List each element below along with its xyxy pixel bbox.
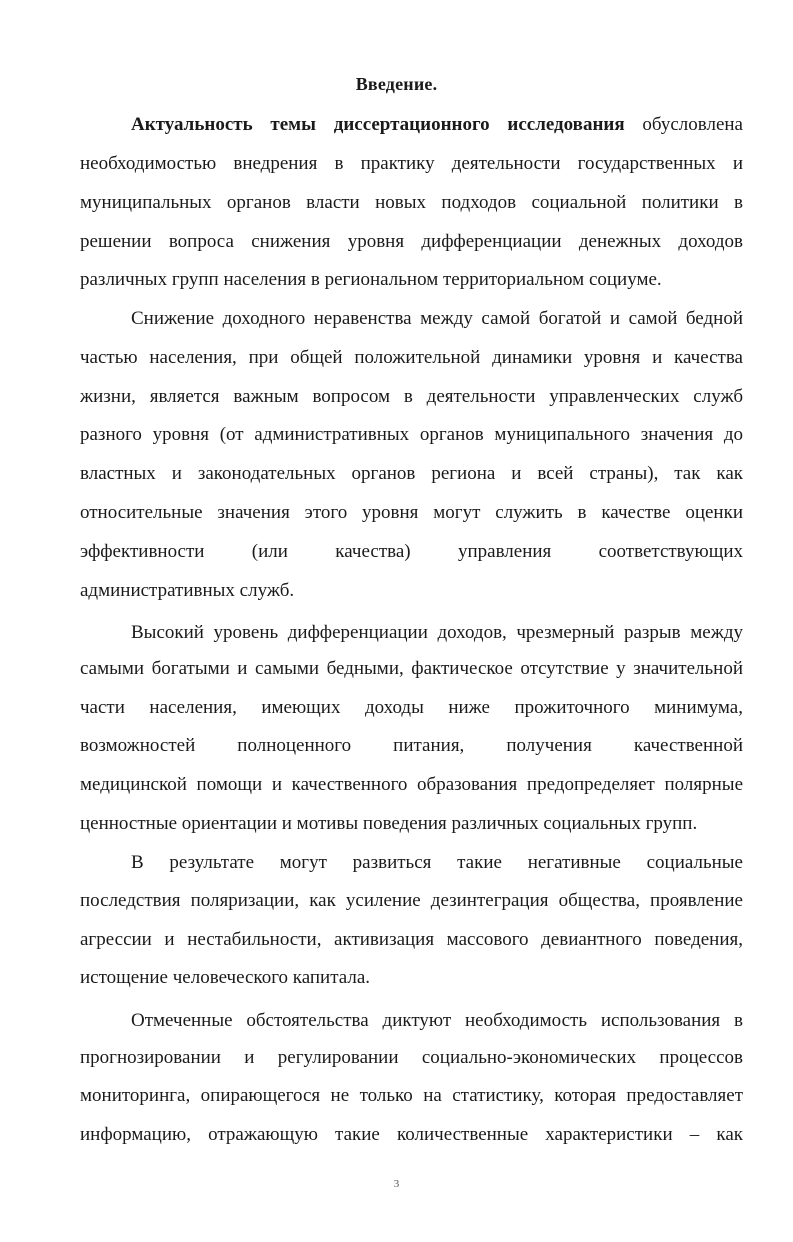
paragraph-2-line-4: разного уровня (от административных органов муниципального значения до: [80, 424, 743, 445]
paragraph-4-line-4: истощение человеческого капитала.: [80, 967, 371, 988]
paragraph-4-line-3: агрессии и нестабильности, активизация массового девиантного поведения,: [80, 929, 743, 950]
paragraph-1-line-3: муниципальных органов власти новых подходов социальной политики в: [80, 192, 743, 213]
paragraph-3-line-3: части населения, имеющих доходы ниже прожиточного минимума,: [80, 697, 743, 718]
paragraph-1-line-1: [131, 112, 743, 138]
paragraph-1-lead-bold: Актуальность темы диссертационного исследования: [131, 114, 625, 135]
page-title: Введение.: [355, 74, 438, 94]
paragraph-2-line-3: жизни, является важным вопросом в деятельности управленческих служб: [80, 386, 743, 407]
page-number: 3: [393, 1178, 400, 1190]
paragraph-3-line-4: возможностей полноценного питания, получения качественной: [80, 735, 743, 756]
paragraph-3-line-2: самыми богатыми и самыми бедными, фактическое отсутствие у значительной: [80, 658, 743, 679]
paragraph-1-line-2: необходимостью внедрения в практику деятельности государственных и: [80, 153, 743, 174]
paragraph-2-line-2: частью населения, при общей положительной динамики уровня и качества: [80, 347, 743, 368]
paragraph-2-line-6: относительные значения этого уровня могут служить в качестве оценки: [80, 502, 743, 523]
paragraph-1-line-5: различных групп населения в региональном территориальном социуме.: [80, 269, 662, 290]
paragraph-3-line-1: Высокий уровень дифференциации доходов, чрезмерный разрыв между: [131, 622, 743, 643]
paragraph-2-line-5: властных и законодательных органов региона и всей страны), так как: [80, 463, 743, 484]
paragraph-1-line-1-text: обусловлена: [624, 114, 743, 135]
paragraph-1-line-4: решении вопроса снижения уровня дифференциации денежных доходов: [80, 231, 743, 252]
paragraph-5-line-4: информацию, отражающую такие количественные характеристики – как: [80, 1124, 743, 1145]
paragraph-3-line-6: ценностные ориентации и мотивы поведения различных социальных групп.: [80, 813, 698, 834]
paragraph-2-line-8: административных служб.: [80, 580, 295, 601]
paragraph-5-line-2: прогнозировании и регулировании социально-экономических процессов: [80, 1047, 743, 1068]
paragraph-5-line-1: Отмеченные обстоятельства диктуют необходимость использования в: [131, 1010, 743, 1031]
paragraph-2-line-7: эффективности (или качества) управления соответствующих: [80, 541, 743, 562]
paragraph-5-line-3: мониторинга, опирающегося не только на статистику, которая предоставляет: [80, 1085, 743, 1106]
paragraph-3-line-5: медицинской помощи и качественного образования предопределяет полярные: [80, 774, 743, 795]
paragraph-4-line-2: последствия поляризации, как усиление дезинтеграция общества, проявление: [80, 890, 743, 911]
paragraph-4-line-1: В результате могут развиться такие негативные социальные: [131, 852, 743, 873]
paragraph-2-line-1: Снижение доходного неравенства между самой богатой и самой бедной: [131, 308, 743, 329]
